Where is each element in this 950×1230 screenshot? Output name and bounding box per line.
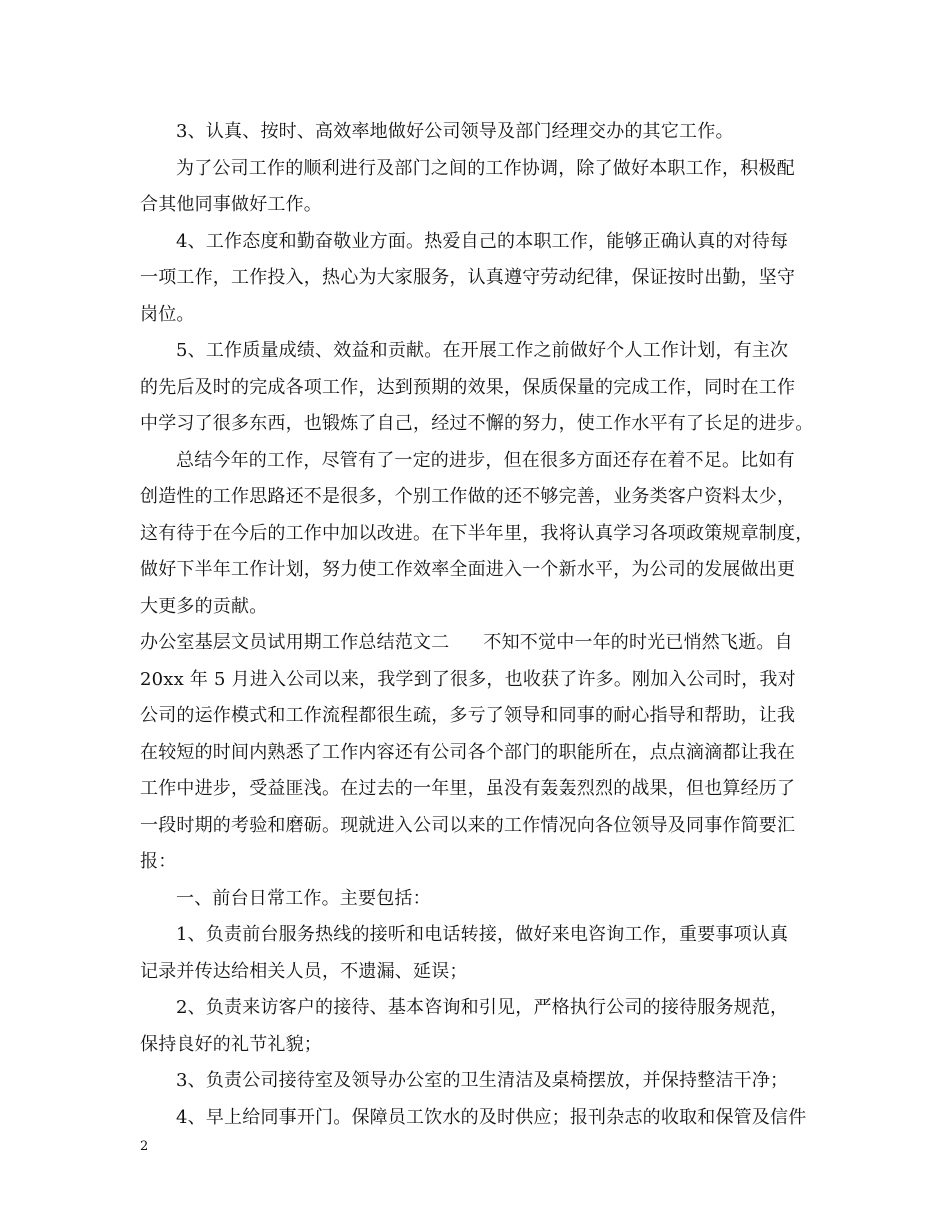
paragraph-line: 创造性的工作思路还不是很多，个别工作做的还不够完善，业务类客户资料太少，: [140, 486, 796, 507]
paragraph-line: 为了公司工作的顺利进行及部门之间的工作协调，除了做好本职工作，积极配: [176, 157, 795, 179]
paragraph-line: 1、负责前台服务热线的接听和电话转接，做好来电咨询工作，重要事项认真: [176, 924, 789, 945]
paragraph-line: 5、工作质量成绩、效益和贡献。在开展工作之前做好个人工作计划，有主次: [176, 340, 789, 361]
paragraph-line: 做好下半年工作计划，努力使工作效率全面进入一个新水平，为公司的发展做出更: [140, 559, 796, 580]
paragraph-line: 20xx 年 5 月进入公司以来，我学到了很多，也收获了许多。刚加入公司时，我对: [140, 668, 796, 690]
paragraph-line: 4、早上给同事开门。保障员工饮水的及时供应；报刊杂志的收取和保管及信件: [176, 1106, 807, 1128]
paragraph-line: 记录并传达给相关人员，不遗漏、延误；: [140, 960, 468, 982]
paragraph-line: 合其他同事做好工作。: [140, 194, 322, 215]
paragraph-line: 4、工作态度和勤奋敬业方面。热爱自己的本职工作，能够正确认真的对待每: [176, 230, 789, 252]
paragraph-line: 的先后及时的完成各项工作，达到预期的效果，保质保量的完成工作，同时在工作: [140, 376, 796, 398]
paragraph-line: 大更多的贡献。: [140, 595, 268, 617]
paragraph-line: 这有待于在今后的工作中加以改进。在下半年里，我将认真学习各项政策规章制度，: [140, 522, 814, 544]
paragraph-line: 一项工作，工作投入，热心为大家服务，认真遵守劳动纪律，保证按时出勤，坚守: [140, 267, 796, 288]
document-body: [140, 114, 830, 1136]
paragraph-line: 2、负责来访客户的接待、基本咨询和引见，严格执行公司的接待服务规范，: [176, 997, 789, 1018]
paragraph-line: 一、前台日常工作。主要包括：: [176, 887, 431, 909]
paragraph-line: 3、负责公司接待室及领导办公室的卫生清洁及桌椅摆放，并保持整洁干净；: [176, 1070, 789, 1091]
section-heading-continuation: 不知不觉中一年的时光已悄然飞逝。自: [483, 632, 793, 653]
paragraph-line: 中学习了很多东西，也锻炼了自己，经过不懈的努力，使工作水平有了长足的进步。: [140, 413, 814, 434]
paragraph-line: 一段时期的考验和磨砺。现就进入公司以来的工作情况向各位领导及同事作简要汇: [140, 814, 796, 836]
paragraph-line: 公司的运作模式和工作流程都很生疏，多亏了领导和同事的耐心指导和帮助，让我: [140, 705, 796, 726]
paragraph-line: 工作中进步，受益匪浅。在过去的一年里，虽没有轰轰烈烈的战果，但也算经历了: [140, 778, 796, 799]
paragraph-line: 保持良好的礼节礼貌；: [140, 1033, 322, 1055]
paragraph-line: 报：: [140, 851, 177, 872]
paragraph-line: 岗位。: [140, 303, 195, 325]
paragraph-line: 3、认真、按时、高效率地做好公司领导及部门经理交办的其它工作。: [176, 121, 734, 142]
page-number: 2: [140, 1139, 149, 1154]
section-heading-line: [140, 625, 830, 662]
paragraph-line: 总结今年的工作，尽管有了一定的进步，但在很多方面还存在着不足。比如有: [176, 449, 795, 471]
section-heading: 办公室基层文员试用期工作总结范文二: [140, 632, 450, 653]
paragraph-line: 在较短的时间内熟悉了工作内容还有公司各个部门的职能所在，点点滴滴都让我在: [140, 741, 796, 763]
